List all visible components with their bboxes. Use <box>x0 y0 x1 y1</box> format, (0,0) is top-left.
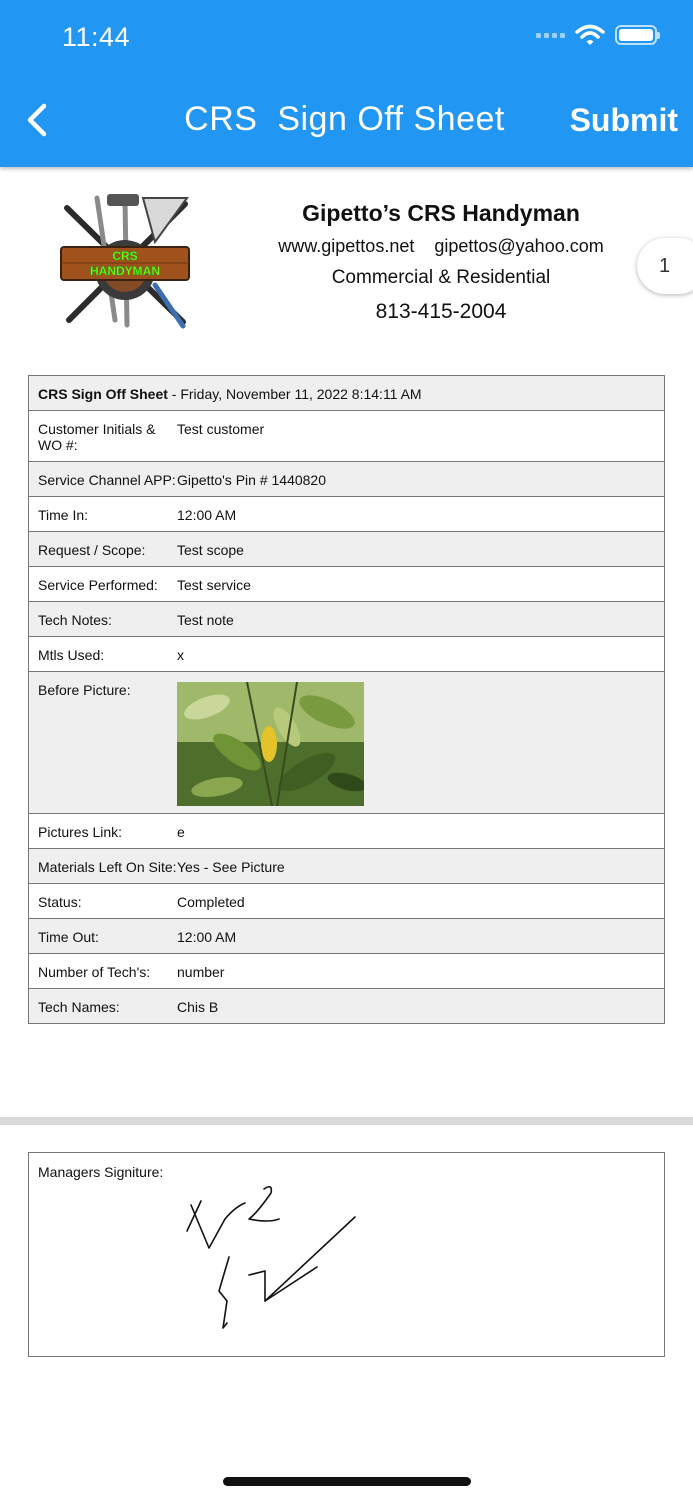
table-row <box>29 813 664 848</box>
row-value: Completed <box>177 894 245 910</box>
table-row <box>29 848 664 883</box>
table-header <box>29 376 664 410</box>
table-row <box>29 918 664 953</box>
app-bar <box>0 0 693 167</box>
company-email: gipettos@yahoo.com <box>434 236 604 256</box>
row-value: Test service <box>177 577 251 593</box>
row-value <box>177 672 664 813</box>
row-label: Service Performed: <box>38 577 158 593</box>
company-name: Gipetto’s CRS Handyman <box>302 200 580 226</box>
row-value: e <box>177 824 185 840</box>
table-row <box>29 461 664 496</box>
status-time: 11:44 <box>62 22 131 52</box>
signature-box[interactable] <box>28 1152 665 1357</box>
row-value: number <box>177 964 225 980</box>
table-row <box>29 601 664 636</box>
row-label: Tech Names: <box>38 999 120 1015</box>
row-value: Yes - See Picture <box>177 859 285 875</box>
row-value: 12:00 AM <box>177 507 237 523</box>
company-website: www.gipettos.net <box>278 236 415 256</box>
row-value: Test customer <box>177 421 265 437</box>
svg-text:HANDYMAN: HANDYMAN <box>90 264 160 278</box>
page-title: CRS Sign Off Sheet <box>184 100 505 138</box>
table-row <box>29 636 664 671</box>
page-indicator[interactable]: 1 <box>637 238 693 294</box>
row-label: Number of Tech's: <box>38 964 151 980</box>
row-label: Time In: <box>38 507 89 523</box>
battery-icon <box>615 25 657 45</box>
row-value: Chis B <box>177 999 219 1015</box>
signal-icon <box>536 33 565 38</box>
signature-label: Managers Signiture: <box>38 1164 164 1180</box>
row-label: Status: <box>38 894 82 910</box>
row-value: Test scope <box>177 542 244 558</box>
company-info <box>260 200 622 324</box>
row-label: Mtls Used: <box>38 647 105 663</box>
before-picture[interactable] <box>177 682 364 806</box>
table-header-title: CRS Sign Off Sheet <box>38 386 168 402</box>
home-indicator[interactable] <box>223 1477 471 1486</box>
row-label: Pictures Link: <box>38 824 123 840</box>
table-row <box>29 883 664 918</box>
table-row <box>29 671 664 813</box>
sign-off-table <box>28 375 665 1024</box>
table-row <box>29 496 664 531</box>
status-icons <box>536 24 657 46</box>
row-label: Tech Notes: <box>38 612 112 628</box>
table-row <box>29 953 664 988</box>
svg-text:CRS: CRS <box>112 249 138 263</box>
manager-signature <box>29 1153 666 1358</box>
table-row <box>29 988 664 1023</box>
row-value: x <box>177 647 184 663</box>
company-logo <box>55 190 195 332</box>
table-row <box>29 410 664 461</box>
page-divider <box>0 1117 693 1125</box>
submit-button[interactable]: Submit <box>569 102 678 138</box>
table-header-date: - Friday, November 11, 2022 8:14:11 AM <box>167 386 422 402</box>
company-contact <box>260 236 622 260</box>
row-label: Time Out: <box>38 929 99 945</box>
company-tagline: Commercial & Residential <box>331 267 551 288</box>
company-phone: 813-415-2004 <box>375 300 507 323</box>
row-label: Service Channel APP: <box>38 472 176 488</box>
table-row <box>29 531 664 566</box>
wifi-icon <box>575 24 605 46</box>
row-label: Materials Left On Site: <box>38 859 177 875</box>
table-row <box>29 566 664 601</box>
row-label: Request / Scope: <box>38 542 146 558</box>
row-value: Gipetto's Pin # 1440820 <box>177 472 327 488</box>
row-value: Test note <box>177 612 234 628</box>
row-value: 12:00 AM <box>177 929 237 945</box>
row-label: Before Picture: <box>38 682 131 698</box>
row-label: Customer Initials & WO #: <box>38 421 156 453</box>
